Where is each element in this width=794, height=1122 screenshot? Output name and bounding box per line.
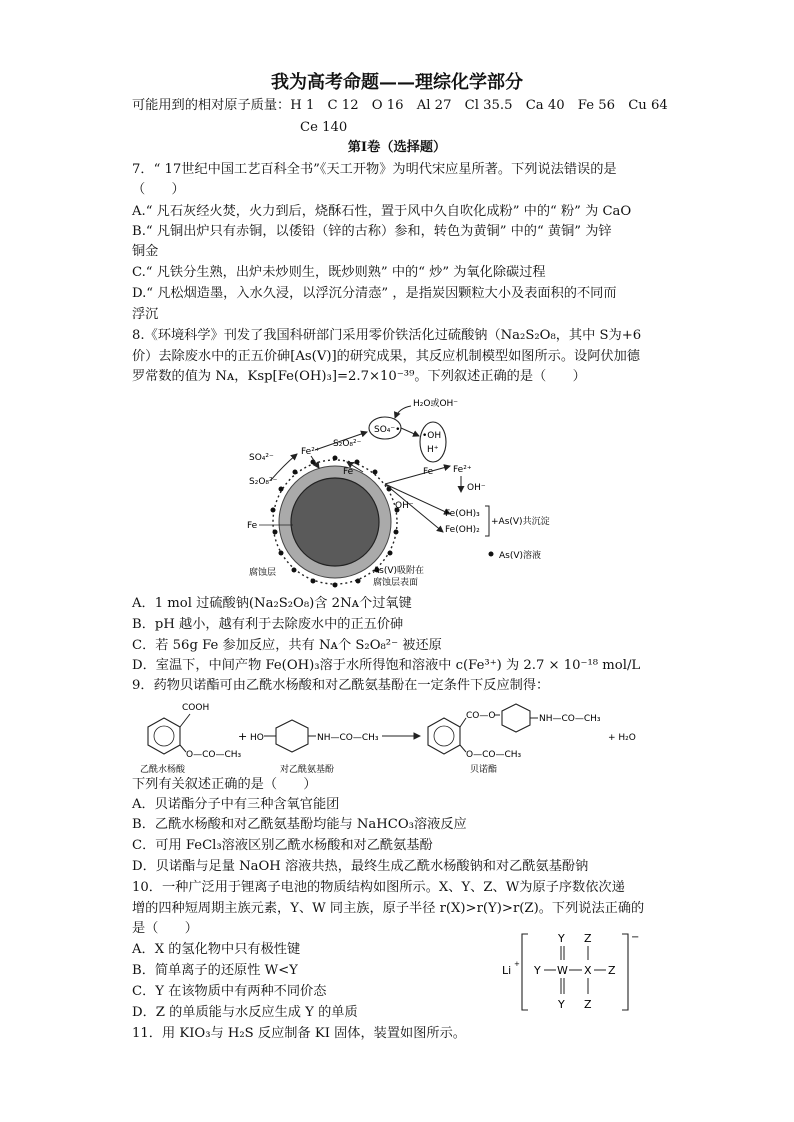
q7-stem-cont: （ ） [132, 182, 185, 197]
atom-x: X [584, 964, 592, 977]
oh-radical-circle [420, 422, 446, 462]
benzene-ring-2 [276, 720, 308, 752]
benzene-ring-1 [148, 718, 180, 754]
q8-option-d: D．室温下，中间产物 Fe(OH)₃溶于水所得饱和溶液中 c(Fe³⁺) 为 2.7 × 10⁻¹⁸ mol/L [132, 658, 641, 673]
q9-stem: 9．药物贝诺酯可由乙酰水杨酸和对乙酰氨基酚在一定条件下反应制得： [132, 678, 550, 693]
q8-option-c: C．若 56g Fe 参加反应，共有 Nᴀ个 S₂O₈²⁻ 被还原 [132, 638, 442, 653]
fe2-right-label: Fe²⁺ [453, 465, 472, 475]
s2o8-top-label: S₂O₈²⁻ [333, 439, 362, 449]
atomic-mass-line: 可能用到的相对原子质量：H 1 C 12 O 16 Al 27 Cl 35.5 Ca 40 Fe 56 Cu 64 [132, 98, 668, 113]
atom-z-bottom: Z [584, 998, 592, 1011]
q10-option-d: D．Z 的单质能与水反应生成 Y 的单质 [132, 1005, 358, 1020]
atom-z-top: Z [584, 932, 592, 945]
q10-option-b: B．简单离子的还原性 W<Y [132, 963, 298, 978]
q9-option-b: B．乙酰水杨酸和对乙酰氨基酚均能与 NaHCO₃溶液反应 [132, 817, 467, 832]
fe-mid-label-1: Fe [343, 467, 354, 477]
atom-y-bottom: Y [558, 998, 565, 1011]
adsorbed-label-line1: As(V)吸附在 [373, 566, 425, 576]
plus-sign: + [238, 730, 248, 743]
li-charge: + [514, 960, 520, 968]
reaction-scheme [132, 700, 662, 774]
as-solution-label: As(V)溶液 [499, 551, 542, 561]
cooh-group: COOH [182, 703, 210, 713]
atom-w: W [557, 964, 568, 977]
q7-option-b-cont: 铜金 [132, 244, 159, 259]
ion-structure-diagram [500, 928, 650, 1016]
q7-stem: 7．“ 17世纪中国工艺百科全书”《天工开物》为明代宋应星所著。下列说法错误的是 [132, 162, 617, 177]
q8-option-a: A．1 mol 过硫酸钠(Na₂S₂O₈)含 2Nᴀ个过氧键 [132, 596, 412, 611]
name-paracetamol: 对乙酰氨基酚 [280, 765, 335, 774]
acetoxy-group-2: O—CO—CH₃ [466, 750, 522, 760]
fe2-left-label: Fe²⁺ [301, 447, 320, 457]
atom-y-top: Y [558, 932, 565, 945]
ho-group: HO [250, 733, 264, 743]
q10-stem-cont1: 增的四种短周期主族元素，Y、W 同主族，原子半径 r(X)>r(Y)>r(Z)。下列说法正确的 [132, 901, 645, 916]
q8-stem-cont2: 罗常数的值为 Nᴀ，Ksp[Fe(OH)₃]=2.7×10⁻³⁹。下列叙述正确的是（ ） [132, 369, 586, 384]
q8-stem-cont1: 价）去除废水中的正五价砷[As(V)]的研究成果，其反应机制模型如图所示。设阿伏加德 [132, 349, 640, 364]
feoh2-label: Fe(OH)₂ [445, 525, 480, 535]
oh-radical-label: •OH [422, 431, 442, 441]
acetoxy-group-1: O—CO—CH₃ [186, 750, 242, 760]
benzene-ring-3 [428, 718, 460, 754]
q9-option-c: C．可用 FeCl₃溶液区别乙酰水杨酸和对乙酰氨基酚 [132, 838, 433, 853]
q7-option-d-cont: 浮沉 [132, 307, 159, 322]
q7-option-a: A.“ 凡石灰经火焚，火力到后，烧酥石性，置于风中久自吹化成粉” 中的“ 粉” 为 CaO [132, 204, 632, 219]
section-heading: 第Ⅰ卷（选择题） [347, 140, 447, 155]
reaction-mechanism-diagram [245, 392, 575, 592]
so4-radical-label: SO₄⁻• [374, 425, 401, 435]
h2o-oh-label: H₂O或OH⁻ [413, 399, 459, 409]
q7-option-b: B.“ 凡铜出炉只有赤铜，以倭铅（锌的古称）参和，转色为黄铜” 中的“ 黄铜” 为锌 [132, 224, 612, 239]
so4-left-label: SO₄²⁻ [249, 453, 274, 463]
s2o8-left-label: S₂O₈²⁻ [249, 477, 278, 487]
ester-group: CO—O [466, 711, 496, 721]
h-plus-label: H⁺ [427, 445, 439, 455]
q7-option-d: D.“ 凡松烟造墨，入水久浸，以浮沉分清悫” ，是指炭因颗粒大小及表面积的不同而 [132, 286, 617, 301]
q11-stem: 11．用 KIO₃与 H₂S 反应制备 KI 固体，装置如图所示。 [132, 1026, 466, 1041]
q9-option-d: D．贝诺酯与足量 NaOH 溶液共热，最终生成乙酰水杨酸钠和对乙酰氨基酚钠 [132, 859, 589, 874]
benzene-ring-4 [502, 704, 530, 732]
page-title: 我为高考命题——理综化学部分 [271, 72, 523, 93]
coprecip-label: +As(V)共沉淀 [491, 517, 550, 527]
iron-core [291, 478, 379, 566]
atom-y-left: Y [534, 964, 541, 977]
acetamido-group-2: NH—CO—CH₃ [539, 714, 601, 724]
water-product: + H₂O [608, 733, 636, 743]
corrosion-layer-label: 腐蚀层 [249, 568, 277, 578]
fe-core-label: Fe [247, 521, 258, 531]
q8-option-b: B．pH 越小，越有利于去除废水中的正五价砷 [132, 617, 404, 632]
atomic-mass-line-cont: Ce 140 [300, 120, 348, 135]
q10-stem-cont2: 是（ ） [132, 921, 198, 936]
name-aspirin: 乙酰水杨酸 [140, 765, 186, 774]
name-benorilate: 贝诺酯 [470, 765, 498, 774]
atom-z-right: Z [608, 964, 616, 977]
q8-stem: 8.《环境科学》刊发了我国科研部门采用零价铁活化过硫酸钠（Na₂S₂O₈，其中 S为+6 [132, 328, 642, 343]
oh-right-label: OH⁻ [467, 483, 486, 493]
acetamido-group-1: NH—CO—CH₃ [317, 733, 379, 743]
adsorbed-label-line2: 腐蚀层表面 [373, 578, 419, 588]
anion-charge: − [631, 932, 640, 943]
q10-option-c: C．Y 在该物质中有两种不同价态 [132, 984, 327, 999]
as-solution-dot [489, 552, 494, 557]
feoh3-label: Fe(OH)₃ [445, 509, 480, 519]
fe-mid-label-2: Fe [423, 467, 434, 477]
li-label: Li [502, 964, 512, 977]
oh-mid-label: OH⁻ [395, 501, 414, 511]
q10-option-a: A．X 的氢化物中只有极性键 [132, 942, 301, 957]
q9-follow: 下列有关叙述正确的是（ ） [132, 777, 317, 792]
q7-option-c: C.“ 凡铁分生熟，出炉未炒则生，既炒则熟” 中的“ 炒” 为氧化除碳过程 [132, 265, 546, 280]
q9-option-a: A．贝诺酯分子中有三种含氧官能团 [132, 797, 340, 812]
q10-stem: 10．一种广泛用于锂离子电池的物质结构如图所示。X、Y、Z、W为原子序数依次递 [132, 880, 625, 895]
